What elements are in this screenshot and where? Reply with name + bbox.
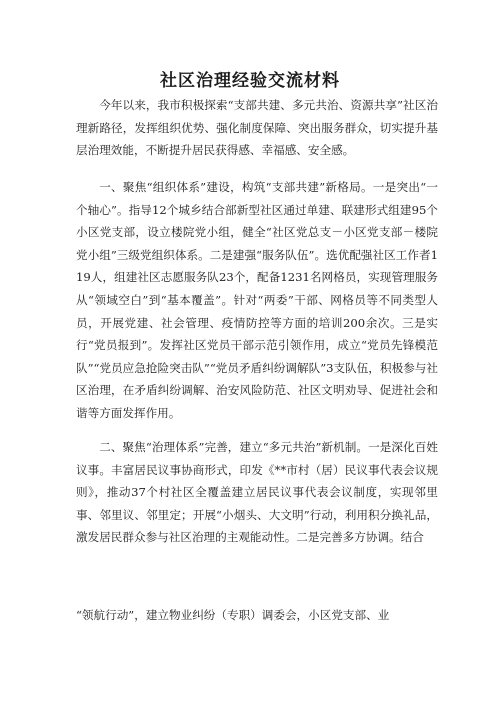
paragraph-continuation: “领航行动”，建立物业纠纷（专职）调委会，小区党支部、业: [76, 608, 390, 622]
paragraph-section-one: 一、聚焦“组织体系”建设，构筑“支部共建”新格局。一是突出“一个轴心”。指导12个城乡结合部新型社区通过单建、联建形式组建95个小区党支部，设立楼院党小组，健全“社区党总支－小区党支部－楼院党小组”三级党组织体系。二是建强“服务队伍”。选优配强社区工作者119人，组建社区志愿服务队23个，配备1231名网格员，实现管理服务从“领域空白”到“基本覆盖”。针对“两委”干部、网格员等不同类型人员，开展党建、社会管理、疫情防控等方面的培训200余次。三是实行“党员报到”。发挥社区党员干部示范引领作用，成立“党员先锋模范队”“党员应急抢险突击队”“党员矛盾纠纷调解队”3支队伍，积极参与社区治理，在矛盾纠纷调解、治安风险防范、社区文明劝导、促进社会和谐等方面发挥作用。: [76, 180, 438, 420]
paragraph-intro: 今年以来，我市积极探索“支部共建、多元共治、资源共享”社区治理新路径，发挥组织优势、强化制度保障、突出服务群众，切实提升基层治理效能，不断提升居民获得感、幸福感、安全感。: [76, 98, 438, 158]
document-title: 社区治理经验交流材料: [160, 71, 340, 91]
paragraph-section-two: 二、聚焦“治理体系”完善，建立“多元共治”新机制。一是深化百姓议事。丰富居民议事协商形式，印发《**市村（居）民议事代表会议规则》，推动37个村社区全覆盖建立居民议事代表会议制度，实现邻里事、邻里议、邻里定；开展“小烟头、大文明”行动，利用积分换礼品，激发居民群众参与社区治理的主观能动性。二是完善多方协调。结合: [76, 440, 438, 545]
